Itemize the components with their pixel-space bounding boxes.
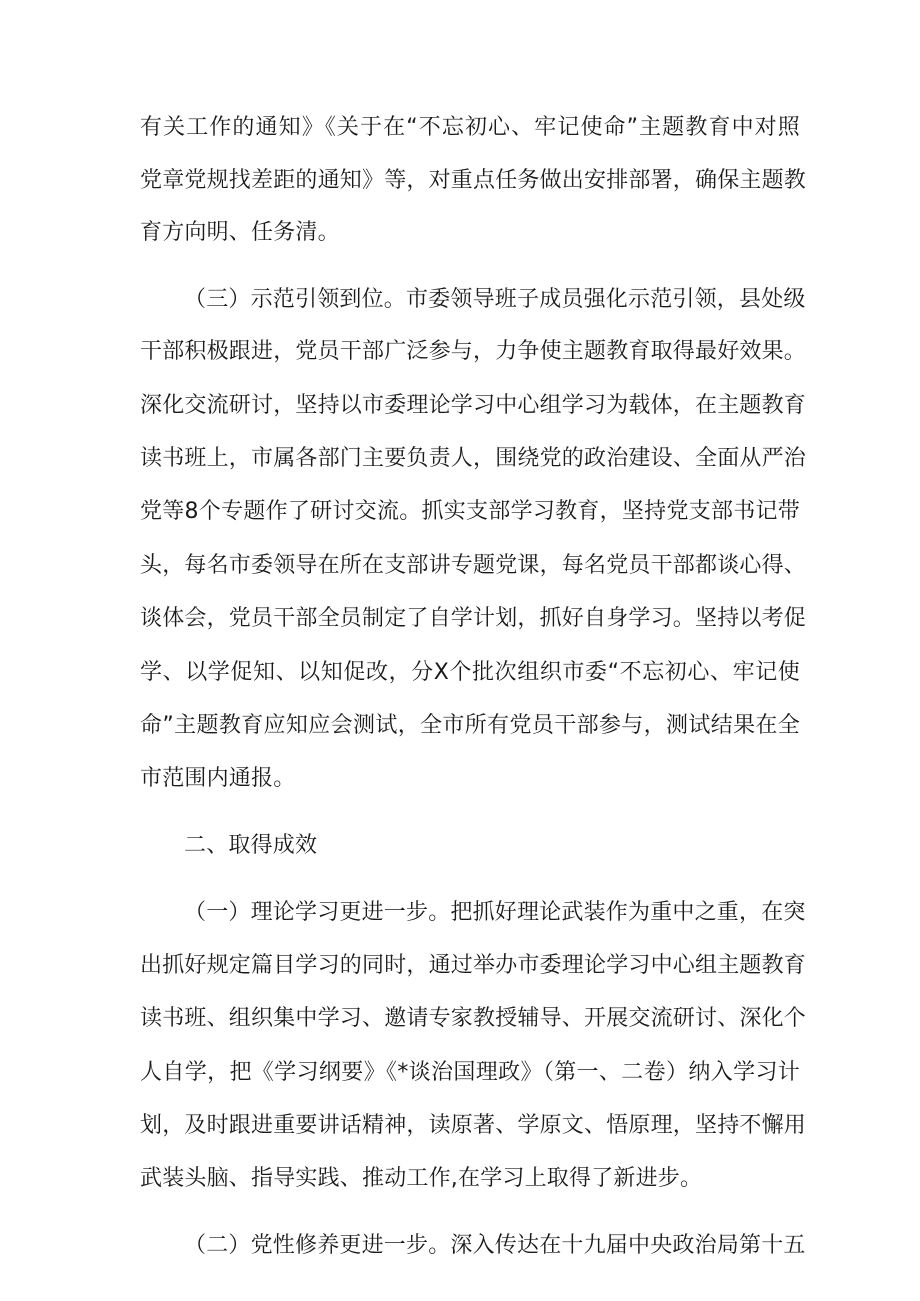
text-line: 武装头脑、指导实践、推动工作,在学习上取得了新进步。: [140, 1166, 703, 1191]
text-line: 命”主题教育应知应会测试，全市所有党员干部参与，测试结果在全: [140, 713, 800, 738]
text-line: 学、以学促知、以知促改，分X个批次组织市委“不忘初心、牢记使: [140, 660, 800, 685]
text-line: 划，及时跟进重要讲话精神，读原著、学原文、悟原理，坚持不懈用: [140, 1113, 807, 1138]
text-line: 育方向明、任务清。: [140, 220, 340, 245]
paragraph-start-line: （一）理论学习更进一步。把抓好理论武装作为重中之重，在突: [184, 900, 806, 925]
text-line: 头，每名市委领导在所在支部讲专题党课，每名党员干部都谈心得、: [140, 553, 807, 578]
text-line: 人自学，把《学习纲要》《*谈治国理政》（第一、二卷）纳入学习计: [140, 1060, 800, 1085]
text-line: 党章党规找差距的通知》等，对重点任务做出安排部署，确保主题教: [140, 168, 807, 193]
paragraph-start-line: （三）示范引领到位。市委领导班子成员强化示范引领，县处级: [184, 287, 806, 312]
paragraph-start-line: （二）党性修养更进一步。深入传达在十九届中央政治局第十五: [184, 1233, 806, 1258]
text-line: 市范围内通报。: [140, 766, 296, 791]
text-line: 干部积极跟进，党员干部广泛参与，力争使主题教育取得最好效果。: [140, 339, 807, 364]
section-heading: 二、取得成效: [184, 833, 318, 858]
text-line: 读书班、组织集中学习、邀请专家教授辅导、开展交流研讨、深化个: [140, 1006, 807, 1031]
text-line: 党等8个专题作了研讨交流。抓实支部学习教育，坚持党支部书记带: [140, 499, 800, 524]
text-line: 读书班上，市属各部门主要负责人，围绕党的政治建设、全面从严治: [140, 446, 807, 471]
text-line: 有关工作的通知》《关于在“不忘初心、牢记使命”主题教育中对照: [140, 115, 800, 140]
text-line: 深化交流研讨，坚持以市委理论学习中心组学习为载体，在主题教育: [140, 393, 807, 418]
text-line: 谈体会，党员干部全员制定了自学计划，抓好自身学习。坚持以考促: [140, 606, 807, 631]
text-line: 出抓好规定篇目学习的同时，通过举办市委理论学习中心组主题教育: [140, 953, 807, 978]
